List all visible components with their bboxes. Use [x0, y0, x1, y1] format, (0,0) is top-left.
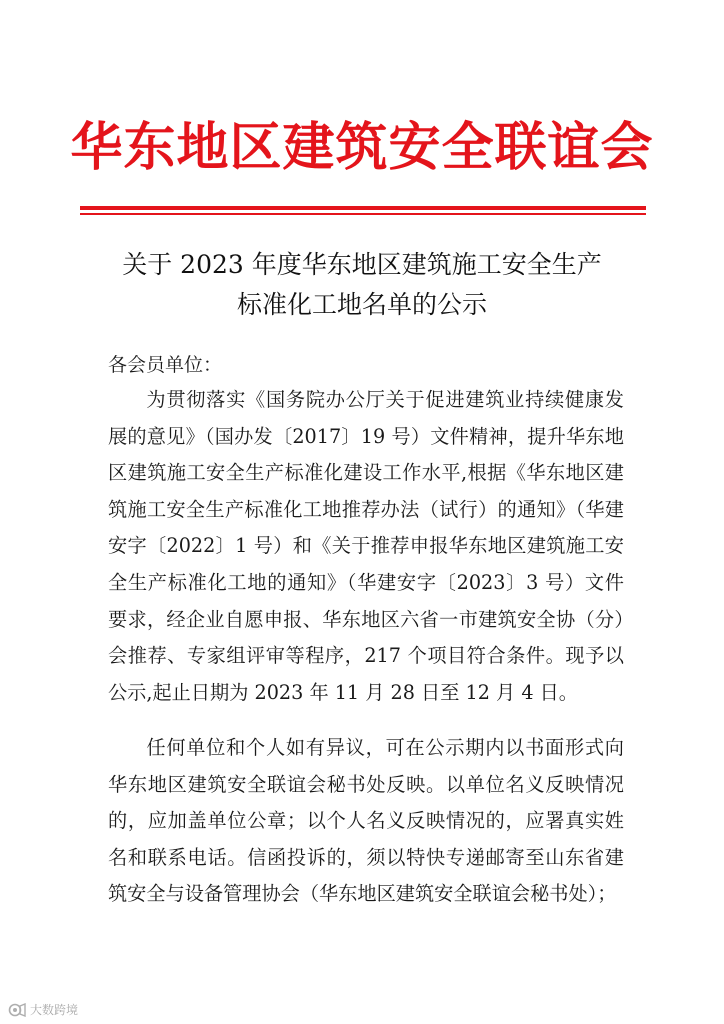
org-masthead: 华东地区建筑安全联谊会 — [70, 118, 654, 178]
masthead-rule-thin — [80, 213, 646, 215]
document-title-line-1: 关于 2023 年度华东地区建筑施工安全生产 — [122, 250, 602, 279]
body-paragraph-1: 为贯彻落实《国务院办公厅关于促进建筑业持续健康发展的意见》（国办发〔2017〕19 号）文件精神，提升华东地区建筑施工安全生产标准化建设工作水平,根据《华东地区建筑施工安全生产标准化工地推荐办法（试行）的通知》（华建安字〔2022〕1 号）和《关于推荐申报华东地区建筑施工安全生产标准化工地的通知》（华建安字〔2023〕3 号）文件要求，经企业自愿申报、华东地区六省一市建筑安全协（分）会推荐、专家组评审等程序，217 个项目符合条件。现予以公示,起止日期为 2023 年 11 月 28 日至 12 月 4 日。 — [108, 388, 624, 704]
body-paragraph-2: 任何单位和个人如有异议，可在公示期内以书面形式向华东地区建筑安全联谊会秘书处反映。以单位名义反映情况的，应加盖单位公章；以个人名义反映情况的，应署真实姓名和联系电话。信函投诉的，须以特快专递邮寄至山东省建筑安全与设备管理协会（华东地区建筑安全联谊会秘书处）； — [108, 736, 624, 906]
masthead-rule-thick — [80, 206, 646, 210]
watermark — [8, 1001, 78, 1018]
camera-logo-icon — [8, 1003, 26, 1017]
document-title-line-2: 标准化工地名单的公示 — [236, 290, 487, 319]
watermark-text: 大数跨境 — [30, 1003, 79, 1017]
salutation: 各会员单位： — [108, 354, 223, 376]
